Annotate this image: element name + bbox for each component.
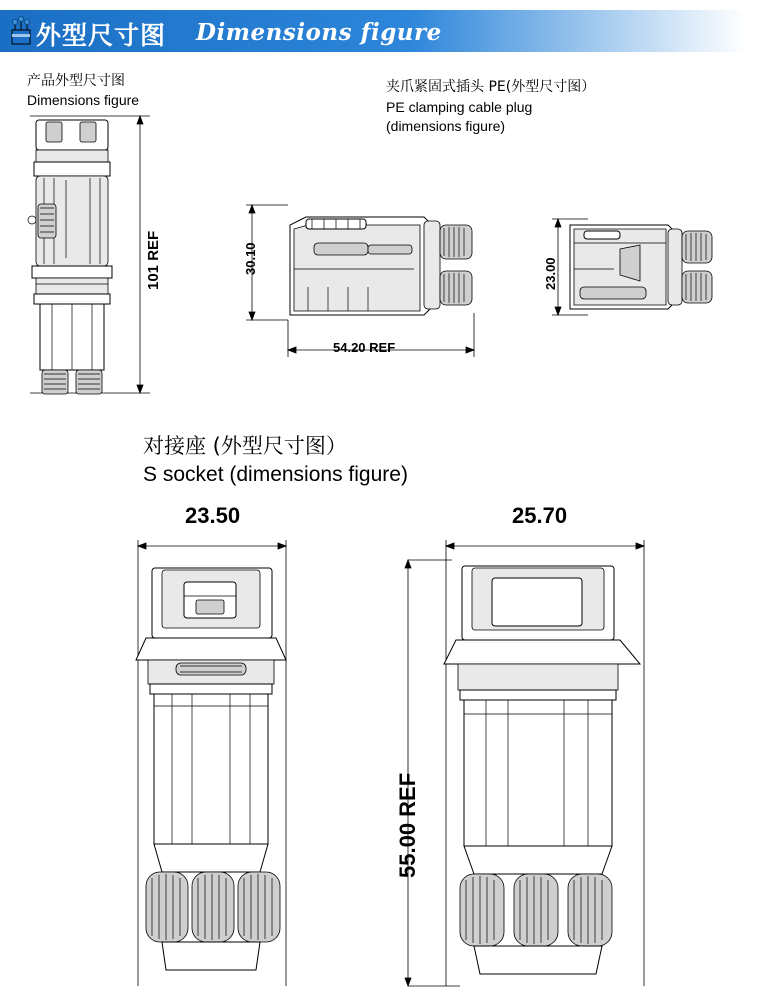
header-title-cn: 外型尺寸图 xyxy=(36,21,167,50)
pe-plug-caption-en-1: PE clamping cable plug xyxy=(386,99,533,115)
dimension-25-70: 25.70 xyxy=(512,503,568,528)
s-socket-caption-cn: 对接座 (外型尺寸图） xyxy=(143,434,347,458)
dimension-101-ref: 101 REF xyxy=(145,230,162,290)
dimension-54-20-ref: 54.20 REF xyxy=(333,340,396,355)
pe-plug-caption-en-2: (dimensions figure) xyxy=(386,118,506,134)
s-socket-caption-en: S socket (dimensions figure) xyxy=(143,463,408,486)
product-dimensions-caption-cn: 产品外型尺寸图 xyxy=(27,73,125,89)
s-socket-left-drawing xyxy=(110,500,410,1000)
connector-icon xyxy=(6,14,36,48)
product-dimensions-drawing xyxy=(10,108,190,408)
page-header xyxy=(0,10,780,54)
dimension-23-00: 23.00 xyxy=(543,257,558,290)
pe-plug-side-drawing xyxy=(228,195,488,385)
dimension-30-10: 30.10 xyxy=(243,242,258,275)
pe-plug-caption-cn: 夹爪紧固式插头 PE(外型尺寸图） xyxy=(386,79,596,95)
product-dimensions-caption-en: Dimensions figure xyxy=(27,92,140,108)
dimension-55-00-ref: 55.00 REF xyxy=(395,772,420,878)
s-socket-right-drawing xyxy=(400,500,720,1000)
header-title-en: Dimensions figure xyxy=(196,19,442,46)
dimension-23-50: 23.50 xyxy=(185,503,241,528)
pe-plug-end-drawing xyxy=(528,205,758,355)
